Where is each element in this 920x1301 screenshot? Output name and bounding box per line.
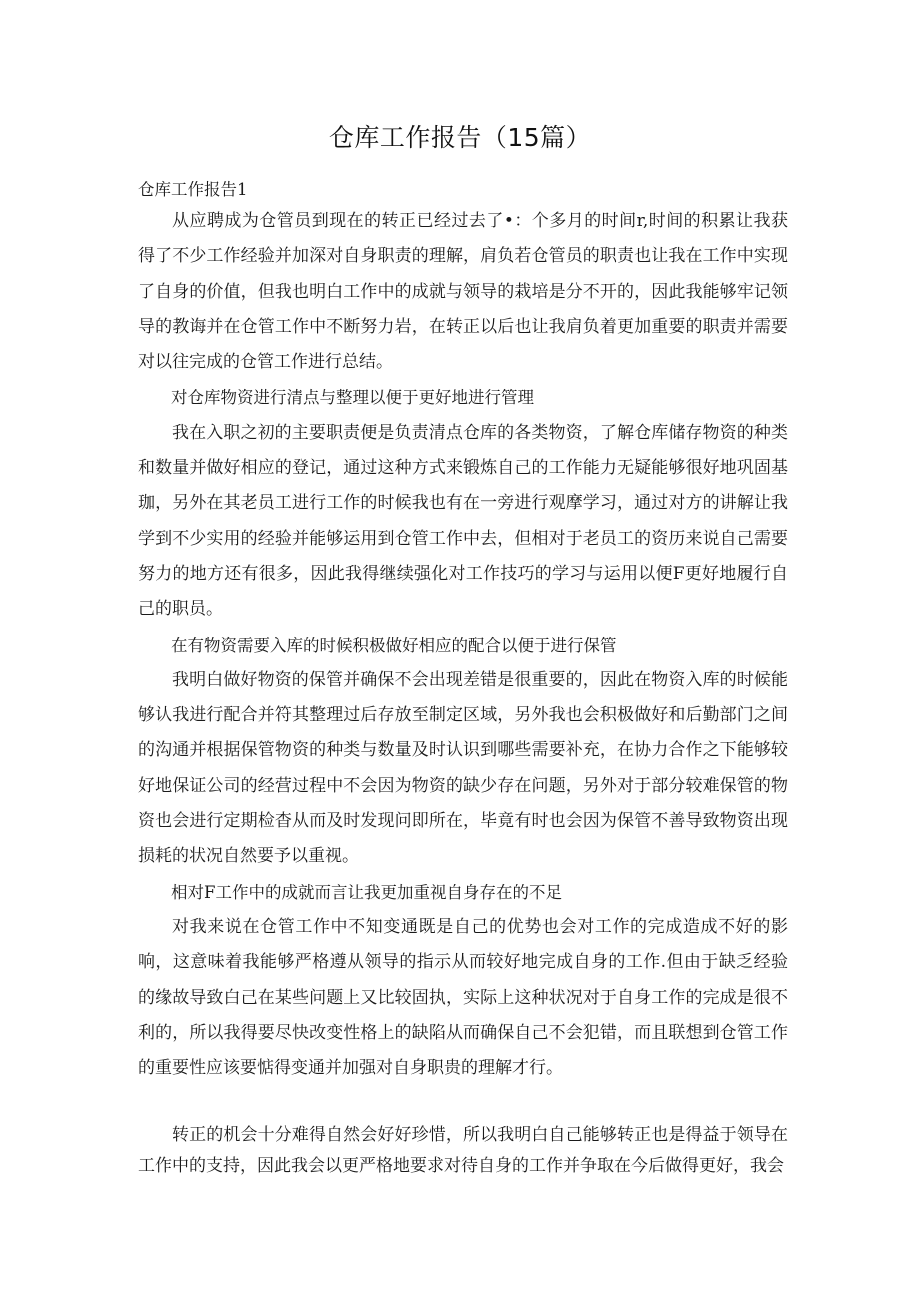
paragraph: 从应聘成为仓管员到现在的转正已经过去了•：个多月的时间r,时间的积累让我获得了不少工作经验并加深对自身职责的理解，肩负若仓管员的职责也让我在工作中实现了自身的价值，但我也明白工作中的成就与领导的栽培是分不开的，因此我能够牢记领导的教诲并在仓管工作中不断努力岩，在转正以后也让我肩负着更加重要的职责并需要对以往完成的仓管工作进行总结。 <box>138 211 788 373</box>
paragraph: 我在入职之初的主要职责便是负责清点仓库的各类物资，了解仓库储存物资的种类和数量并做好相应的登记，通过这种方式来锻炼自己的工作能力无疑能够很好地巩固基珈，另外在其老员工进行工作的时候我也有在一旁进行观摩学习，通过对方的讲解让我学到不少实用的经验并能够运用到仓管工作中去，但相对于老员工的资历来说自己需要努力的地方还有很多，因此我得继续强化对工作技巧的学习与运用以便F更好地履行自己的职员。 <box>138 422 788 620</box>
paragraph: 对我来说在仓管工作中不知变通既是自己的优势也会对工作的完成造成不好的影响，这意味着我能够严格遵从领导的指示从而较好地完成自身的工作.但由于缺乏经验的缘故导致白己在某些问题上又比较固执，实际上这种状况对于自身工作的完成是很不利的，所以我得要尽快改变性格上的缺陷从而确保自己不会犯错，而且联想到仓管工作的重要性应该要惦得变通并加强对自身职贵的理解才行。 <box>138 916 788 1079</box>
subheading: 对仓库物资进行清点与整理以便于更好地进行管理 <box>171 388 534 408</box>
document-title: 仓库工作报告（15篇） <box>328 123 592 152</box>
paragraph: 我明白做好物资的保管并确保不会出现差错是很重要的，因此在物资入库的时候能够认我进行配合并符其整理过后存放至制定区域，另外我也会积极做好和后勤部门之间的沟通并根据保管物资的种类与数量及时认识到哪些需要补充，在协力合作之下能够较好地保证公司的经营过程中不会因为物资的缺少存在问题，另外对于部分较难保管的物资也会进行定期检杳从而及时发现问即所在，毕竟有时也会因为保管不善导致物资出现损耗的状况自然要予以重视。 <box>138 669 788 867</box>
subheading: 相对F工作中的成就而言让我更加重视自身存在的不足 <box>171 882 562 902</box>
subheading: 在有物资需要入库的时候积极做好相应的配合以便于进行保管 <box>171 635 617 655</box>
document-body <box>138 204 788 1086</box>
document-body-continued <box>138 1120 788 1182</box>
paragraph: 转正的机会十分难得自然会好好珍惜，所以我明白自己能够转正也是得益于领导在工作中的支持，因此我会以更严格地要求对待自身的工作并争取在今后做得更好，我会 <box>138 1125 788 1176</box>
section-heading: 仓库工作报告1 <box>138 180 248 199</box>
